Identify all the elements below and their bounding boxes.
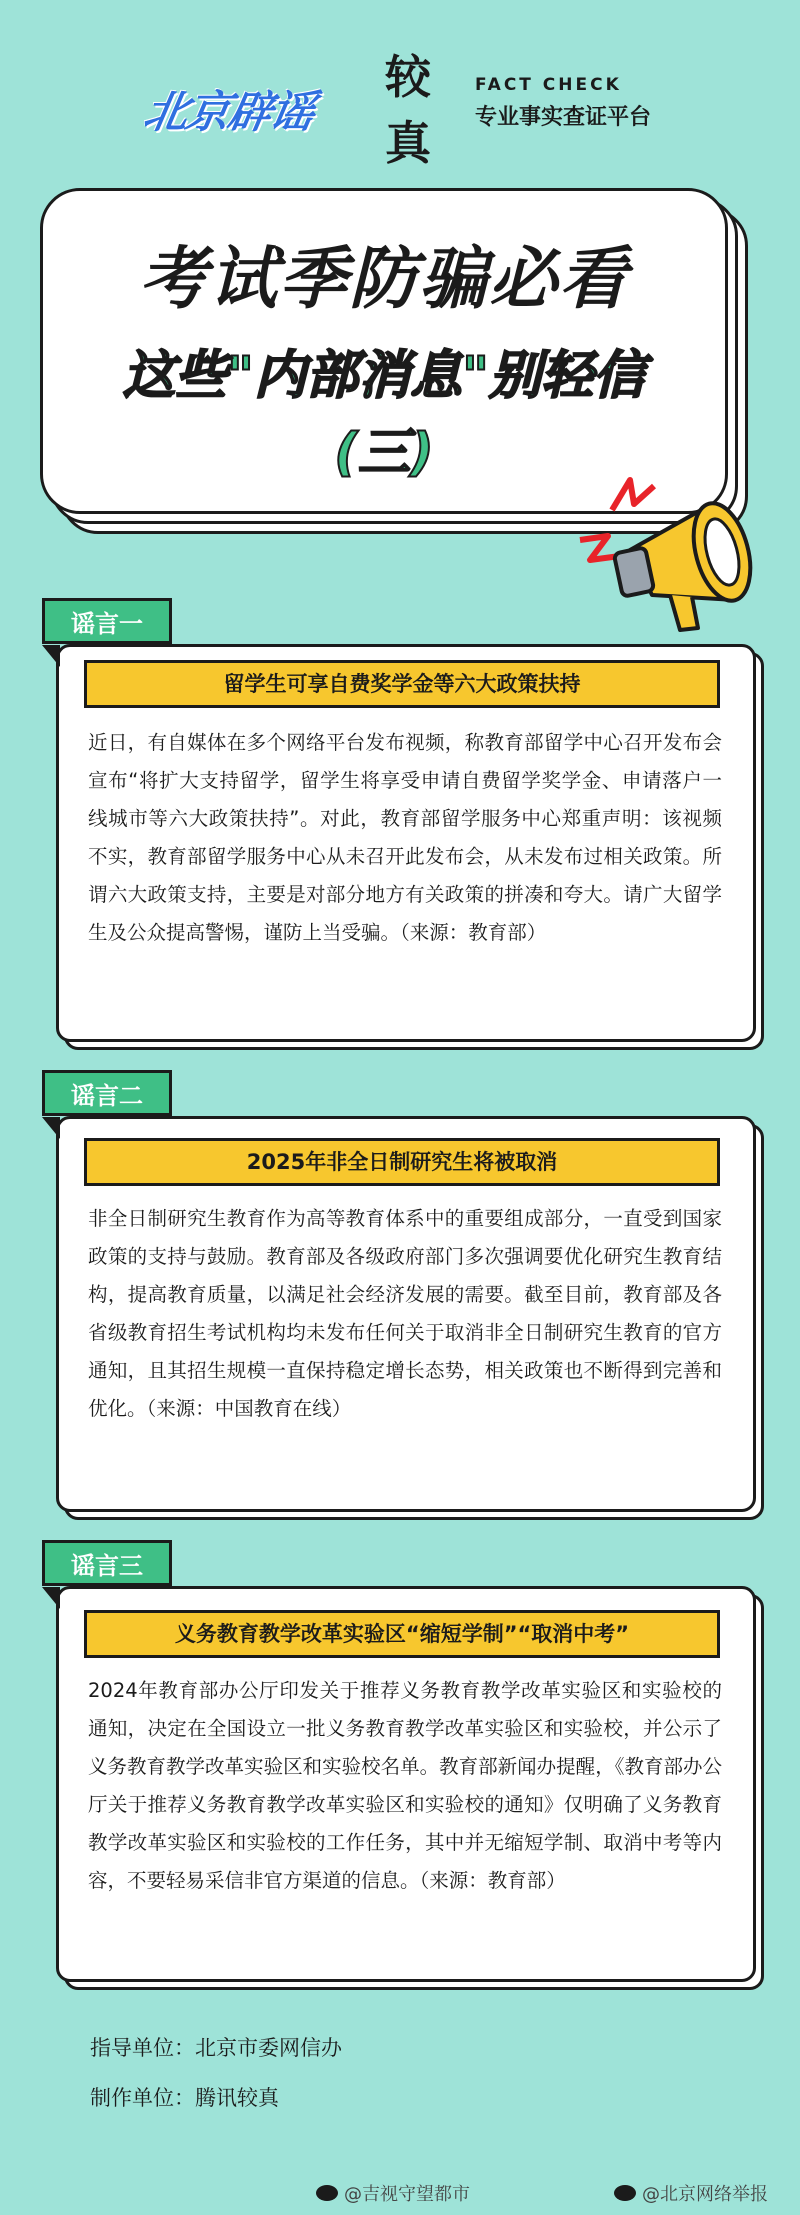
fact-check-label: FACT CHECK	[475, 75, 622, 95]
title-part: (三)	[334, 423, 434, 483]
rumor-headline: 义务教育教学改革实验区“缩短学制”“取消中考”	[84, 1610, 720, 1658]
tag-fold	[42, 1117, 60, 1139]
rumor-headline: 2025年非全日制研究生将被取消	[84, 1138, 720, 1186]
title-main: 考试季防骗必看	[138, 240, 629, 319]
rumor-headline: 留学生可享自费奖学金等六大政策扶持	[84, 660, 720, 708]
guide-unit: 指导单位：北京市委网信办	[90, 2036, 342, 2060]
weibo-watermark-left	[316, 2180, 470, 2206]
jiaozhen-logo: 较真	[385, 50, 431, 170]
weibo-watermark-right	[614, 2180, 768, 2206]
rumor-tag: 谣言三	[42, 1540, 172, 1586]
tag-fold	[42, 1587, 60, 1609]
title-sub: 这些"内部消息"别轻信	[122, 346, 646, 406]
rumor-body: 近日，有自媒体在多个网络平台发布视频，称教育部留学中心召开发布会宣布“将扩大支持留学，留学生将享受申请自费留学奖学金、申请落户一线城市等六大政策扶持”。对此，教育部留学服务中心郑重声明：该视频不实，教育部留学服务中心从未召开此发布会，从未发布过相关政策。所谓六大政策支持，主要是对部分地方有关政策的拼凑和夸大。请广大留学生及公众提高警惕，谨防上当受骗。（来源：教育部）	[88, 731, 722, 944]
rumor-tag: 谣言二	[42, 1070, 172, 1116]
producer-unit: 制作单位：腾讯较真	[90, 2086, 279, 2110]
beijing-piyao-logo: 北京辟谣	[139, 87, 317, 138]
fact-check-subtitle: 专业事实查证平台	[475, 105, 652, 130]
tag-fold	[42, 645, 60, 667]
rumor-tag: 谣言一	[42, 598, 172, 644]
weibo-handle: @北京网络举报	[642, 2184, 768, 2205]
rumor-body: 2024年教育部办公厅印发关于推荐义务教育教学改革实验区和实验校的通知，决定在全国设立一批义务教育教学改革实验区和实验校，并公示了义务教育教学改革实验区和实验校名单。教育部新闻办提醒，《教育部办公厅关于推荐义务教育教学改革实验区和实验校的通知》仅明确了义务教育教学改革实验区和实验校的工作任务，其中并无缩短学制、取消中考等内容，不要轻易采信非官方渠道的信息。（来源：教育部）	[88, 1679, 722, 1892]
weibo-handle: @吉视守望都市	[344, 2184, 470, 2205]
weibo-icon	[316, 2185, 338, 2201]
megaphone-icon	[560, 470, 780, 650]
rumor-body: 非全日制研究生教育作为高等教育体系中的重要组成部分，一直受到国家政策的支持与鼓励。教育部及各级政府部门多次强调要优化研究生教育结构，提高教育质量，以满足社会经济发展的需要。截至目前，教育部及各省级教育招生考试机构均未发布任何关于取消非全日制研究生教育的官方通知，且其招生规模一直保持稳定增长态势，相关政策也不断得到完善和优化。（来源：中国教育在线）	[88, 1207, 722, 1420]
weibo-icon	[614, 2185, 636, 2201]
